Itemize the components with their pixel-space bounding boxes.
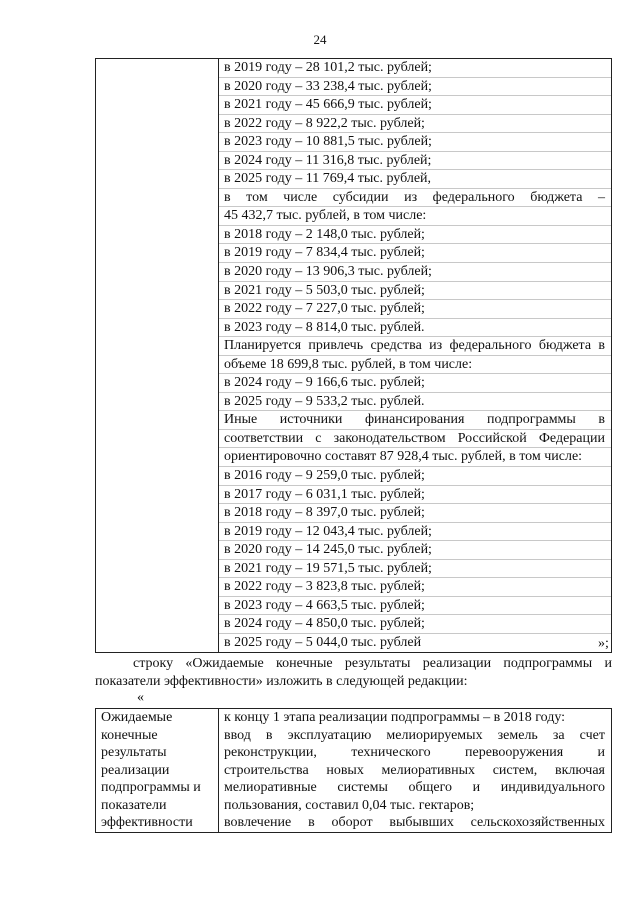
financing-line: в 2020 году – 14 245,0 тыс. рублей; <box>219 541 611 560</box>
financing-line: в 2017 году – 6 031,1 тыс. рублей; <box>219 486 611 505</box>
financing-line: в 2024 году – 11 316,8 тыс. рублей; <box>219 152 611 171</box>
results-label-line: Ожидаемые <box>101 710 173 725</box>
results-content-line: мелиоративные системы общего и индивидуального <box>224 780 605 795</box>
results-label-line: эффективности <box>101 815 193 830</box>
results-content-line: к концу 1 этапа реализации подпрограммы – в 2018 году: <box>224 710 566 725</box>
financing-line: в 2022 году – 7 227,0 тыс. рублей; <box>219 300 611 319</box>
financing-line: в 2023 году – 10 881,5 тыс. рублей; <box>219 133 611 152</box>
financing-line: в 2022 году – 3 823,8 тыс. рублей; <box>219 578 611 597</box>
instruction-line-1: строку «Ожидаемые конечные результаты реализации подпрограммы и <box>133 656 612 671</box>
page-number: 24 <box>313 32 327 47</box>
financing-line: Планируется привлечь средства из федерального бюджета в <box>219 337 611 356</box>
financing-line: соответствии с законодательством Российской Федерации <box>219 430 611 449</box>
financing-label-cell <box>96 59 219 653</box>
opening-quote-mark: « <box>137 690 144 705</box>
results-label-line: реализации <box>101 762 170 778</box>
financing-line: в 2025 году – 11 769,4 тыс. рублей, <box>219 170 611 189</box>
results-content-line: реконструкции, технического перевооружения и <box>224 745 605 760</box>
financing-line: ориентировочно составят 87 928,4 тыс. рублей, в том числе: <box>219 448 611 467</box>
results-content-line: строительства новых мелиоративных систем, включая <box>224 762 605 778</box>
financing-line: в 2024 году – 9 166,6 тыс. рублей; <box>219 374 611 393</box>
financing-line: в 2021 году – 45 666,9 тыс. рублей; <box>219 96 611 115</box>
results-label-line: конечные <box>101 727 158 743</box>
financing-line: в 2023 году – 4 663,5 тыс. рублей; <box>219 597 611 616</box>
results-label-lines <box>96 709 218 832</box>
instruction-line-2: показатели эффективности» изложить в следующей редакции: <box>95 674 468 689</box>
financing-line: в 2019 году – 12 043,4 тыс. рублей; <box>219 523 611 542</box>
results-table <box>95 708 612 833</box>
results-label-line: подпрограммы и <box>101 780 201 795</box>
results-content-lines <box>219 709 611 832</box>
results-content-cell <box>219 709 612 833</box>
financing-line: в 2016 году – 9 259,0 тыс. рублей; <box>219 467 611 486</box>
instruction-paragraph <box>95 655 612 691</box>
results-content-line: пользования, составил 0,04 тыс. гектаров; <box>224 797 475 813</box>
financing-line: в 2022 году – 8 922,2 тыс. рублей; <box>219 115 611 134</box>
results-label-line: показатели <box>101 797 167 813</box>
closing-quote-mark: »; <box>598 636 609 651</box>
financing-line: в 2025 году – 5 044,0 тыс. рублей <box>224 634 422 650</box>
results-label-line: результаты <box>101 745 167 760</box>
financing-line: в 2021 году – 5 503,0 тыс. рублей; <box>219 282 611 301</box>
financing-line: объеме 18 699,8 тыс. рублей, в том числе: <box>219 356 611 375</box>
financing-line: в 2024 году – 4 850,0 тыс. рублей; <box>219 615 611 634</box>
financing-line: в 2021 году – 19 571,5 тыс. рублей; <box>219 560 611 579</box>
financing-line: Иные источники финансирования подпрограммы в <box>219 411 611 430</box>
financing-line: в 2023 году – 8 814,0 тыс. рублей. <box>219 319 611 338</box>
financing-line: в 2020 году – 33 238,4 тыс. рублей; <box>219 78 611 97</box>
financing-line: в 2020 году – 13 906,3 тыс. рублей; <box>219 263 611 282</box>
results-label-cell <box>96 709 219 833</box>
financing-line: в 2018 году – 8 397,0 тыс. рублей; <box>219 504 611 523</box>
financing-line: в 2025 году – 9 533,2 тыс. рублей. <box>219 393 611 412</box>
financing-line: в 2019 году – 28 101,2 тыс. рублей; <box>219 59 611 78</box>
results-content-line: вовлечение в оборот выбывших сельскохозяйственных <box>224 815 605 830</box>
financing-content-cell <box>219 59 612 653</box>
financing-line: 45 432,7 тыс. рублей, в том числе: <box>219 207 611 226</box>
financing-table <box>95 58 612 653</box>
financing-line: в том числе субсидии из федерального бюджета – <box>219 189 611 208</box>
results-content-line: ввод в эксплуатацию мелиорируемых земель за счет <box>224 727 605 743</box>
financing-lines <box>219 59 611 652</box>
financing-line: в 2019 году – 7 834,4 тыс. рублей; <box>219 244 611 263</box>
financing-line: в 2018 году – 2 148,0 тыс. рублей; <box>219 226 611 245</box>
